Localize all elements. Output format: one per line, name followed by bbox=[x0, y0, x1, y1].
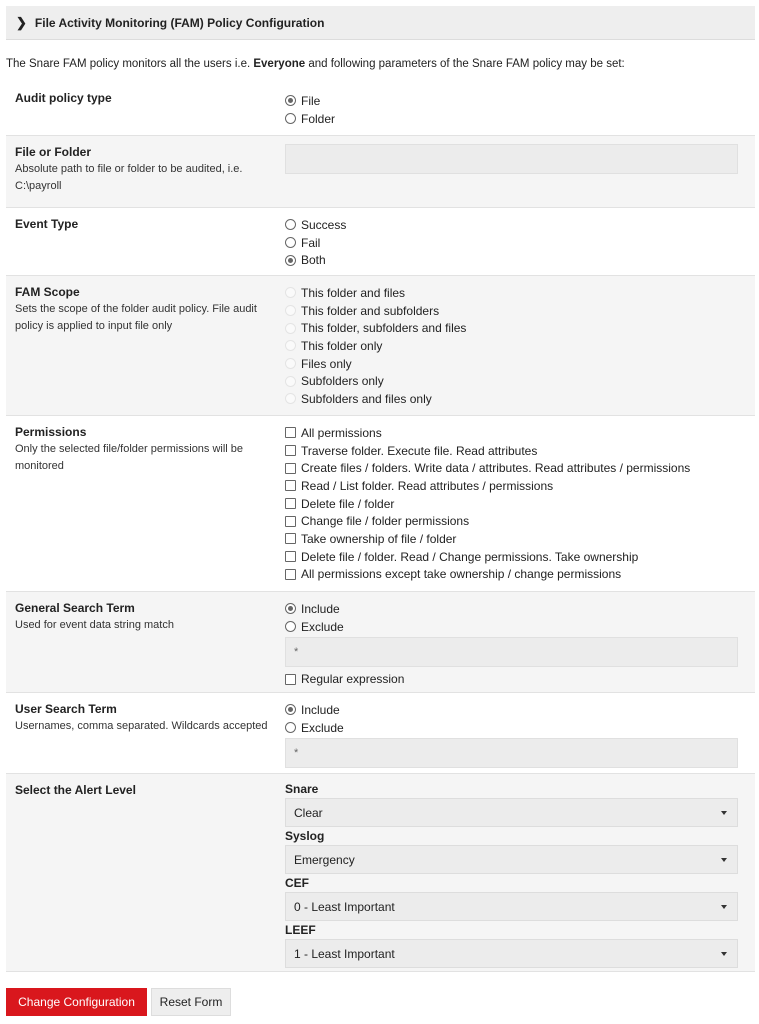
radio-both[interactable] bbox=[285, 255, 296, 266]
checkbox-permission[interactable] bbox=[285, 516, 296, 527]
file-folder-title: File or Folder bbox=[15, 145, 92, 159]
permission-option[interactable] bbox=[285, 459, 740, 477]
checkbox-permission[interactable] bbox=[285, 533, 296, 544]
cef-select[interactable] bbox=[285, 892, 738, 921]
option-label: Delete file / folder bbox=[301, 496, 395, 511]
option-label: Include bbox=[301, 601, 340, 616]
option-label: All permissions bbox=[301, 425, 382, 440]
option-label: Success bbox=[301, 217, 347, 232]
checkbox-permission[interactable] bbox=[285, 463, 296, 474]
user-search-input[interactable]: * bbox=[285, 738, 738, 768]
general-include-option[interactable] bbox=[285, 600, 740, 618]
checkbox-permission[interactable] bbox=[285, 551, 296, 562]
user-include-option[interactable] bbox=[285, 701, 740, 719]
option-label: Include bbox=[301, 702, 340, 717]
audit-policy-file-option[interactable] bbox=[285, 92, 740, 110]
radio-scope[interactable] bbox=[285, 323, 296, 334]
checkbox-permission[interactable] bbox=[285, 427, 296, 438]
general-search-title: General Search Term bbox=[15, 601, 135, 615]
option-label: This folder only bbox=[301, 338, 383, 353]
leef-label: LEEF bbox=[285, 923, 316, 937]
permission-option[interactable] bbox=[285, 495, 740, 513]
audit-policy-row bbox=[6, 82, 755, 136]
section-header[interactable] bbox=[6, 6, 755, 40]
event-type-row bbox=[6, 208, 755, 276]
audit-policy-folder-option[interactable] bbox=[285, 110, 740, 128]
radio-include[interactable] bbox=[285, 704, 296, 715]
permission-option[interactable] bbox=[285, 548, 740, 566]
general-search-row bbox=[6, 592, 755, 693]
option-label: This folder and files bbox=[301, 285, 406, 300]
option-label: Create files / folders. Write data / attributes. Read attributes / permissions bbox=[301, 461, 691, 476]
option-label: Subfolders only bbox=[301, 374, 384, 389]
fam-scope-row bbox=[6, 276, 755, 416]
event-type-title: Event Type bbox=[15, 217, 79, 231]
user-search-desc: Usernames, comma separated. Wildcards accepted bbox=[15, 720, 268, 732]
checkbox-permission[interactable] bbox=[285, 480, 296, 491]
leef-select[interactable] bbox=[285, 939, 738, 968]
general-search-desc: Used for event data string match bbox=[15, 619, 174, 631]
caret-down-icon bbox=[721, 858, 727, 862]
radio-file[interactable] bbox=[285, 95, 296, 106]
checkbox-permission[interactable] bbox=[285, 445, 296, 456]
user-search-row bbox=[6, 693, 755, 774]
user-search-title: User Search Term bbox=[15, 702, 117, 716]
option-label: Exclude bbox=[301, 619, 344, 634]
syslog-label: Syslog bbox=[285, 829, 325, 843]
option-label: Files only bbox=[301, 356, 352, 371]
caret-down-icon bbox=[721, 811, 727, 815]
leef-select-value: 1 - Least Important bbox=[294, 946, 395, 961]
regex-option[interactable] bbox=[285, 670, 740, 688]
user-exclude-option[interactable] bbox=[285, 719, 740, 737]
snare-label: Snare bbox=[285, 782, 319, 796]
permission-option[interactable] bbox=[285, 566, 740, 584]
event-type-success-option[interactable] bbox=[285, 216, 740, 234]
radio-exclude[interactable] bbox=[285, 621, 296, 632]
file-folder-desc: Absolute path to file or folder to be audited, i.e. C:\payroll bbox=[15, 163, 243, 192]
alert-level-row bbox=[6, 774, 755, 972]
option-label: File bbox=[301, 93, 321, 108]
radio-success[interactable] bbox=[285, 219, 296, 230]
section-title: File Activity Monitoring (FAM) Policy Configuration bbox=[34, 15, 325, 30]
fam-scope-desc: Sets the scope of the folder audit policy. File audit policy is applied to input file only bbox=[15, 303, 257, 332]
option-label: Take ownership of file / folder bbox=[301, 531, 457, 546]
checkbox-permission[interactable] bbox=[285, 569, 296, 580]
option-label: Fail bbox=[301, 235, 321, 250]
event-type-fail-option[interactable] bbox=[285, 234, 740, 252]
scope-option[interactable] bbox=[285, 355, 740, 373]
option-label: This folder, subfolders and files bbox=[301, 321, 467, 336]
checkbox-regex[interactable] bbox=[285, 674, 296, 685]
radio-fail[interactable] bbox=[285, 237, 296, 248]
radio-folder[interactable] bbox=[285, 113, 296, 124]
caret-down-icon bbox=[721, 905, 727, 909]
radio-scope[interactable] bbox=[285, 340, 296, 351]
general-exclude-option[interactable] bbox=[285, 618, 740, 636]
chevron-right-icon: ❯ bbox=[16, 14, 27, 30]
option-label: Delete file / folder. Read / Change permissions. Take ownership bbox=[301, 549, 639, 564]
permissions-title: Permissions bbox=[15, 425, 87, 439]
permission-option[interactable] bbox=[285, 424, 740, 442]
option-label: Change file / folder permissions bbox=[301, 514, 470, 529]
intro-bold: Everyone bbox=[253, 58, 306, 70]
syslog-select-value: Emergency bbox=[294, 852, 355, 867]
file-folder-input[interactable] bbox=[285, 144, 738, 174]
option-label: All permissions except take ownership / change permissions bbox=[301, 567, 622, 582]
option-label: Read / List folder. Read attributes / permissions bbox=[301, 478, 554, 493]
option-label: Subfolders and files only bbox=[301, 391, 432, 406]
option-label: This folder and subfolders bbox=[301, 303, 440, 318]
syslog-select[interactable] bbox=[285, 845, 738, 874]
radio-scope[interactable] bbox=[285, 287, 296, 298]
scope-option[interactable] bbox=[285, 284, 740, 302]
radio-scope[interactable] bbox=[285, 393, 296, 404]
reset-form-button[interactable]: Reset Form bbox=[151, 988, 231, 1016]
option-label: Both bbox=[301, 253, 326, 268]
permissions-row bbox=[6, 416, 755, 592]
snare-select[interactable] bbox=[285, 798, 738, 827]
intro-text bbox=[6, 58, 755, 70]
permission-option[interactable] bbox=[285, 442, 740, 460]
radio-scope[interactable] bbox=[285, 376, 296, 387]
permission-option[interactable] bbox=[285, 477, 740, 495]
file-folder-row bbox=[6, 136, 755, 208]
alert-level-title: Select the Alert Level bbox=[15, 783, 136, 797]
radio-exclude[interactable] bbox=[285, 722, 296, 733]
general-search-input[interactable]: * bbox=[285, 637, 738, 667]
radio-include[interactable] bbox=[285, 603, 296, 614]
caret-down-icon bbox=[721, 952, 727, 956]
radio-scope[interactable] bbox=[285, 305, 296, 316]
scope-option[interactable] bbox=[285, 337, 740, 355]
snare-select-value: Clear bbox=[294, 805, 323, 820]
event-type-both-option[interactable] bbox=[285, 251, 740, 269]
option-label: Regular expression bbox=[301, 672, 405, 687]
scope-option[interactable] bbox=[285, 319, 740, 337]
option-label: Folder bbox=[301, 111, 336, 126]
scope-option[interactable] bbox=[285, 302, 740, 320]
permission-option[interactable] bbox=[285, 530, 740, 548]
fam-scope-title: FAM Scope bbox=[15, 285, 80, 299]
intro-after: and following parameters of the Snare FAM policy may be set: bbox=[305, 58, 625, 70]
option-label: Exclude bbox=[301, 720, 344, 735]
audit-policy-title: Audit policy type bbox=[15, 91, 112, 105]
cef-select-value: 0 - Least Important bbox=[294, 899, 395, 914]
permission-option[interactable] bbox=[285, 512, 740, 530]
permissions-desc: Only the selected file/folder permissions will be monitored bbox=[15, 443, 244, 472]
option-label: Traverse folder. Execute file. Read attributes bbox=[301, 443, 538, 458]
change-configuration-button[interactable]: Change Configuration bbox=[6, 988, 147, 1016]
intro-before: The Snare FAM policy monitors all the users i.e. bbox=[6, 58, 254, 70]
checkbox-permission[interactable] bbox=[285, 498, 296, 509]
scope-option[interactable] bbox=[285, 390, 740, 408]
scope-option[interactable] bbox=[285, 372, 740, 390]
cef-label: CEF bbox=[285, 876, 309, 890]
radio-scope[interactable] bbox=[285, 358, 296, 369]
